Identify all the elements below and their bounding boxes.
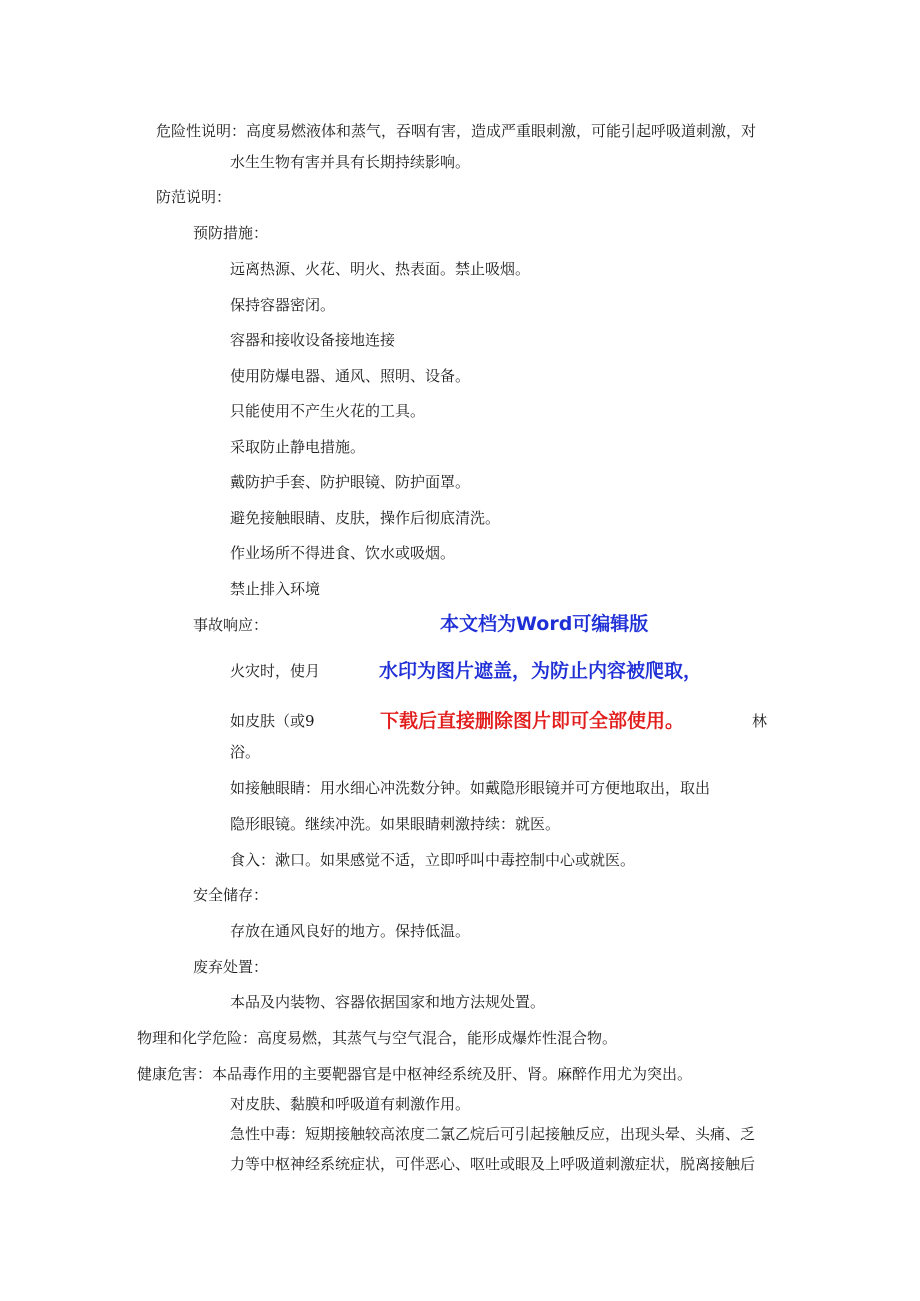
prevention-item: 远离热源、火花、明火、热表面。禁止吸烟。 bbox=[230, 260, 531, 278]
hazard-statement-line-2: 水生生物有害并具有长期持续影响。 bbox=[230, 153, 471, 171]
precaution-title: 防范说明： bbox=[156, 188, 232, 206]
prevention-item: 禁止排入环境 bbox=[230, 580, 321, 598]
skin-response-end: 浴。 bbox=[230, 743, 261, 761]
watermark-line-1: 本文档为Word可编辑版 bbox=[440, 613, 649, 635]
hazard-statement-line-1: 危险性说明：高度易燃液体和蒸气，吞咽有害，造成严重眼刺激，可能引起呼吸道刺激，对 bbox=[156, 122, 757, 140]
skin-response-partial: 如皮肤（或9 bbox=[230, 712, 315, 730]
prevention-item: 容器和接收设备接地连接 bbox=[230, 331, 396, 349]
fire-response-partial: 火灾时，使月 bbox=[230, 662, 321, 680]
disposal-text: 本品及内装物、容器依据国家和地方法规处置。 bbox=[230, 993, 546, 1011]
acute-poisoning-line-1: 急性中毒：短期接触较高浓度二氯乙烷后可引起接触反应，出现头晕、头痛、乏 bbox=[230, 1125, 756, 1143]
watermark-line-2: 水印为图片遮盖，为防止内容被爬取， bbox=[379, 660, 703, 682]
physchem-hazard: 物理和化学危险：高度易燃，其蒸气与空气混合，能形成爆炸性混合物。 bbox=[137, 1029, 618, 1047]
prevention-item: 采取防止静电措施。 bbox=[230, 438, 366, 456]
prevention-title: 预防措施： bbox=[193, 224, 269, 242]
prevention-item: 避免接触眼睛、皮肤，操作后彻底清洗。 bbox=[230, 509, 501, 527]
skin-response-tail: 林 bbox=[752, 712, 768, 730]
storage-text: 存放在通风良好的地方。保持低温。 bbox=[230, 922, 471, 940]
health-skin-irritation: 对皮肤、黏膜和呼吸道有刺激作用。 bbox=[230, 1095, 471, 1113]
prevention-item: 戴防护手套、防护眼镜、防护面罩。 bbox=[230, 473, 471, 491]
health-hazard: 健康危害：本品毒作用的主要靶器官是中枢神经系统及肝、肾。麻醉作用尤为突出。 bbox=[137, 1065, 693, 1083]
prevention-item: 作业场所不得进食、饮水或吸烟。 bbox=[230, 544, 456, 562]
disposal-title: 废弃处置： bbox=[193, 958, 269, 976]
storage-title: 安全储存： bbox=[193, 886, 269, 904]
eye-response-line-2: 隐形眼镜。继续冲洗。如果眼睛刺激持续：就医。 bbox=[230, 815, 561, 833]
prevention-item: 保持容器密闭。 bbox=[230, 296, 336, 314]
eye-response-line-1: 如接触眼睛：用水细心冲洗数分钟。如戴隐形眼镜并可方便地取出，取出 bbox=[230, 779, 711, 797]
prevention-item: 只能使用不产生火花的工具。 bbox=[230, 402, 426, 420]
watermark-line-3: 下载后直接删除图片即可全部使用。 bbox=[380, 710, 685, 732]
ingestion-response: 食入：漱口。如果感觉不适，立即呼叫中毒控制中心或就医。 bbox=[230, 851, 636, 869]
prevention-item: 使用防爆电器、通风、照明、设备。 bbox=[230, 367, 471, 385]
response-title: 事故响应： bbox=[193, 616, 269, 634]
acute-poisoning-line-2: 力等中枢神经系统症状，可伴恶心、呕吐或眼及上呼吸道刺激症状，脱离接触后 bbox=[230, 1155, 756, 1173]
